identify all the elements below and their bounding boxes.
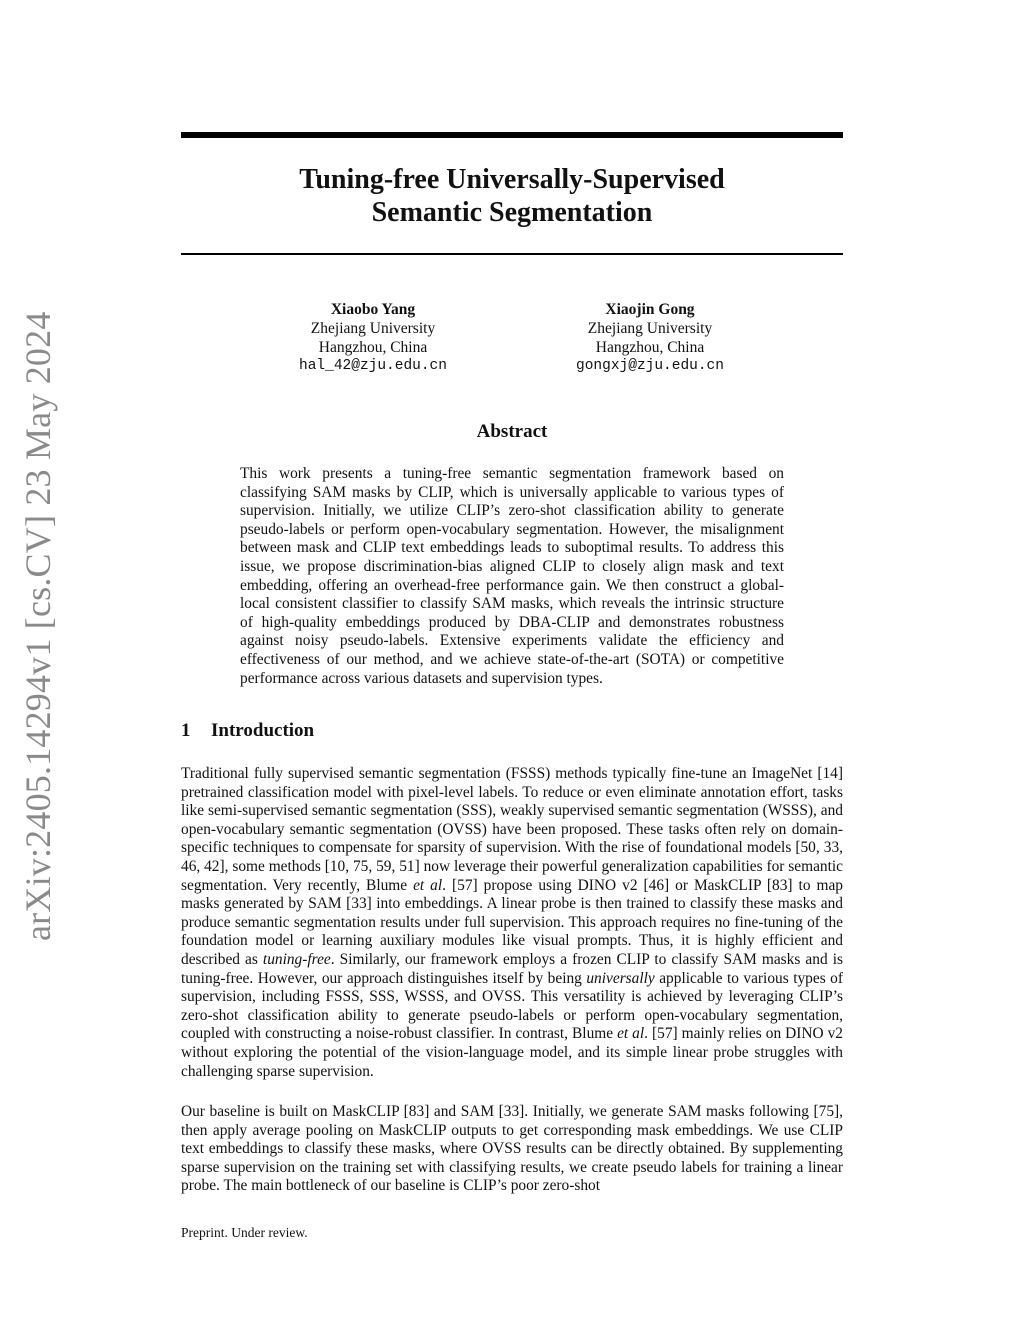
text-run: . [57] mainly relies on DINO v2 without exploring the potential of the vision-language model, and its simple linear probe struggles with challenging sparse supervision. <box>181 1025 843 1080</box>
text-run: applicable to various types of supervision, including FSSS, SSS, WSSS, and OVSS. This versatility is achieved by leveraging CLIP’s zero-shot classification ability to generate pseudo-labels or perform open-vocabulary segmentation, coupled with constructing a noise-robust classifier. In contrast, Blume <box>181 969 843 1043</box>
arxiv-identifier-stamp: arXiv:2405.14294v1 [cs.CV] 23 May 2024 <box>18 311 58 941</box>
text-run: . Similarly, our framework employs a frozen CLIP to classify SAM masks and is tuning-free. However, our approach distinguishes itself by being <box>181 950 843 987</box>
author-name: Xiaobo Yang <box>330 301 416 318</box>
text-run: . [57] propose using DINO v2 [46] or MaskCLIP [83] to map masks generated by SAM [33] into embeddings. A linear probe is then trained to classify these masks and produce semantic segmentation results under full supervision. This approach requires no fine-tuning of the foundation model or learning auxiliary modules like visual prompts. Thus, it is highly efficient and described as <box>181 876 844 968</box>
italic-et-al: et al <box>413 876 443 894</box>
italic-tuning-free: tuning-free <box>262 950 331 968</box>
title-bottom-rule <box>181 253 843 255</box>
author-affiliation: Zhejiang University <box>587 320 713 337</box>
introduction-paragraph-1 <box>181 765 843 1081</box>
author-email[interactable]: gongxj@zju.edu.cn <box>576 358 724 374</box>
introduction-paragraph-2: Our baseline is built on MaskCLIP [83] and SAM [33]. Initially, we generate SAM masks following [75], then apply average pooling on MaskCLIP outputs to get corresponding mask embeddings. We use CLIP text embeddings to classify these masks, where OVSS results can be directly obtained. By supplementing sparse supervision on the training set with classifying results, we create pseudo labels for training a linear probe. The main bottleneck of our baseline is CLIP’s poor zero-shot <box>181 1103 843 1195</box>
author-name: Xiaojin Gong <box>605 301 695 318</box>
title-line-2: Semantic Segmentation <box>371 197 653 228</box>
italic-universally: universally <box>586 969 655 987</box>
author-affiliation: Zhejiang University <box>310 320 436 337</box>
section-number: 1 <box>181 720 191 741</box>
author-block-2 <box>530 300 770 376</box>
text-run: Traditional fully supervised semantic segmentation (FSSS) methods typically fine-tune an ImageNet [14] pretrained classification model with pixel-level labels. To reduce or even eliminate annotation effort, tasks like semi-supervised semantic segmentation (SSS), weakly supervised semantic segmentation (WSSS), and open-vocabulary semantic segmentation (OVSS) have been proposed. These tasks often rely on domain-specific techniques to compensate for sparsity of supervision. With the rise of foundational models [50, 33, 46, 42], some methods [10, 75, 59, 51] now leverage their powerful generalization capabilities for semantic segmentation. Very recently, Blume <box>181 765 843 894</box>
author-block-1 <box>253 300 493 376</box>
author-location: Hangzhou, China <box>595 339 705 356</box>
author-email[interactable]: hal_42@zju.edu.cn <box>299 358 447 374</box>
italic-et-al: et al <box>617 1025 645 1043</box>
footer-note: Preprint. Under review. <box>181 1225 308 1240</box>
section-heading-introduction <box>181 720 314 742</box>
title-top-rule <box>181 132 843 138</box>
abstract-heading: Abstract <box>476 421 548 442</box>
title-line-1: Tuning-free Universally-Supervised <box>299 164 725 195</box>
paper-title <box>181 163 843 229</box>
abstract-body: This work presents a tuning-free semantic segmentation framework based on classifying SAM masks by CLIP, which is universally applicable to various types of supervision. Initially, we utilize CLIP’s zero-shot classification ability to generate pseudo-labels or perform open-vocabulary segmentation. However, the misalignment between mask and CLIP text embeddings leads to suboptimal results. To address this issue, we propose discrimination-bias aligned CLIP to closely align mask and text embedding, offering an overhead-free performance gain. We then construct a global-local consistent classifier to classify SAM masks, which reveals the intrinsic structure of high-quality embeddings produced by DBA-CLIP and demonstrates robustness against noisy pseudo-labels. Extensive experiments validate the efficiency and effectiveness of our method, and we achieve state-of-the-art (SOTA) or competitive performance across various datasets and supervision types. <box>240 465 784 687</box>
section-title: Introduction <box>211 720 315 741</box>
author-location: Hangzhou, China <box>318 339 428 356</box>
